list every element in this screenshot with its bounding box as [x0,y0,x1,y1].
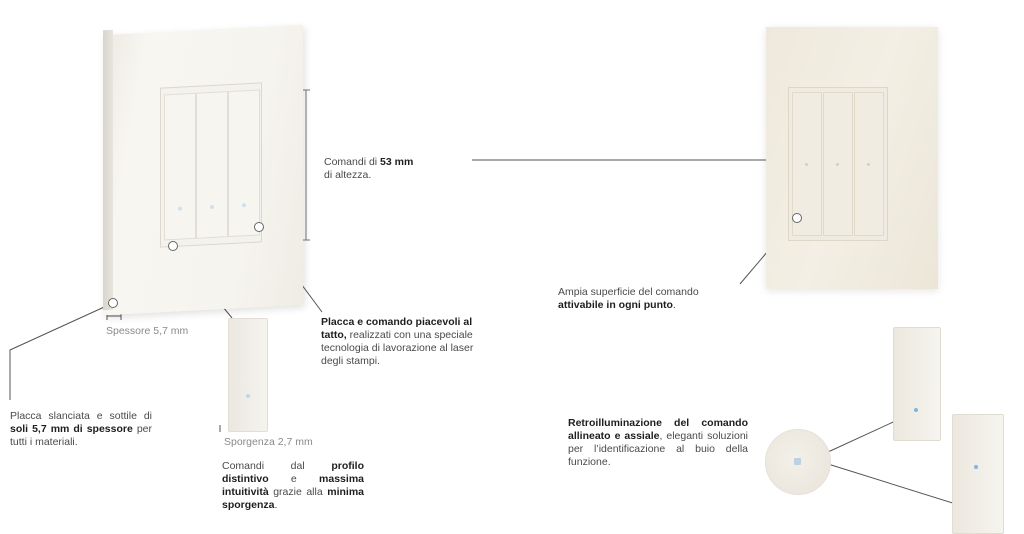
switch-key [196,91,228,239]
protrusion-label: Sporgenza 2,7 mm [224,436,313,448]
led-icon [210,205,214,209]
led-icon [242,203,246,207]
slim-plate-note: Placca slanciata e sottile di soli 5,7 mm di spessore per tutti i materiali. [10,410,153,448]
led-icon [836,163,839,166]
plate-note-rest: realizzati con una speciale tecnologia di lavorazione al laser degli stampi. [321,329,474,367]
led-icon [867,163,870,166]
led-icon [914,408,918,412]
switch-key [164,93,196,241]
height-caption [324,156,464,182]
callout-dot [254,222,264,232]
height-caption-pre: Comandi di [324,156,381,168]
switch-keys-right [788,87,888,241]
thickness-callout-line [10,303,113,400]
switch-module-backlit-1 [893,327,941,441]
switch-key [854,92,884,236]
profile-note: Comandi dal profilo distintivo e massima intuitività grazie alla minima sporgenza. [222,460,364,511]
callout-dot [168,241,178,251]
switch-key [228,89,260,237]
plate-texture-note [321,316,483,368]
callout-dot [108,298,118,308]
backlight-note: Retroilluminazione del comando allineato e assiale, eleganti soluzioni per l’identificazione al buio della funzione. [568,417,748,468]
switch-module-profile [228,318,268,432]
led-icon [794,458,801,465]
led-icon [974,465,978,469]
surface-note: Ampia superficie del comando attivabile in ogni punto. [558,286,699,311]
height-caption-value: 53 mm [380,156,414,168]
led-icon [178,207,182,211]
switch-keys-left [160,82,262,247]
wall-plate-left-edge [103,30,113,311]
backlight-zoom-circle [765,429,831,495]
thickness-label: Spessore 5,7 mm [106,325,189,337]
callout-dot [792,213,802,223]
height-caption-post: di altezza. [324,169,372,181]
led-icon [805,163,808,166]
switch-key [823,92,853,236]
switch-module-backlit-2 [952,414,1004,534]
plate-note-bold: Placca e comando piacevoli al tatto, [321,316,473,341]
led-icon [246,394,250,398]
